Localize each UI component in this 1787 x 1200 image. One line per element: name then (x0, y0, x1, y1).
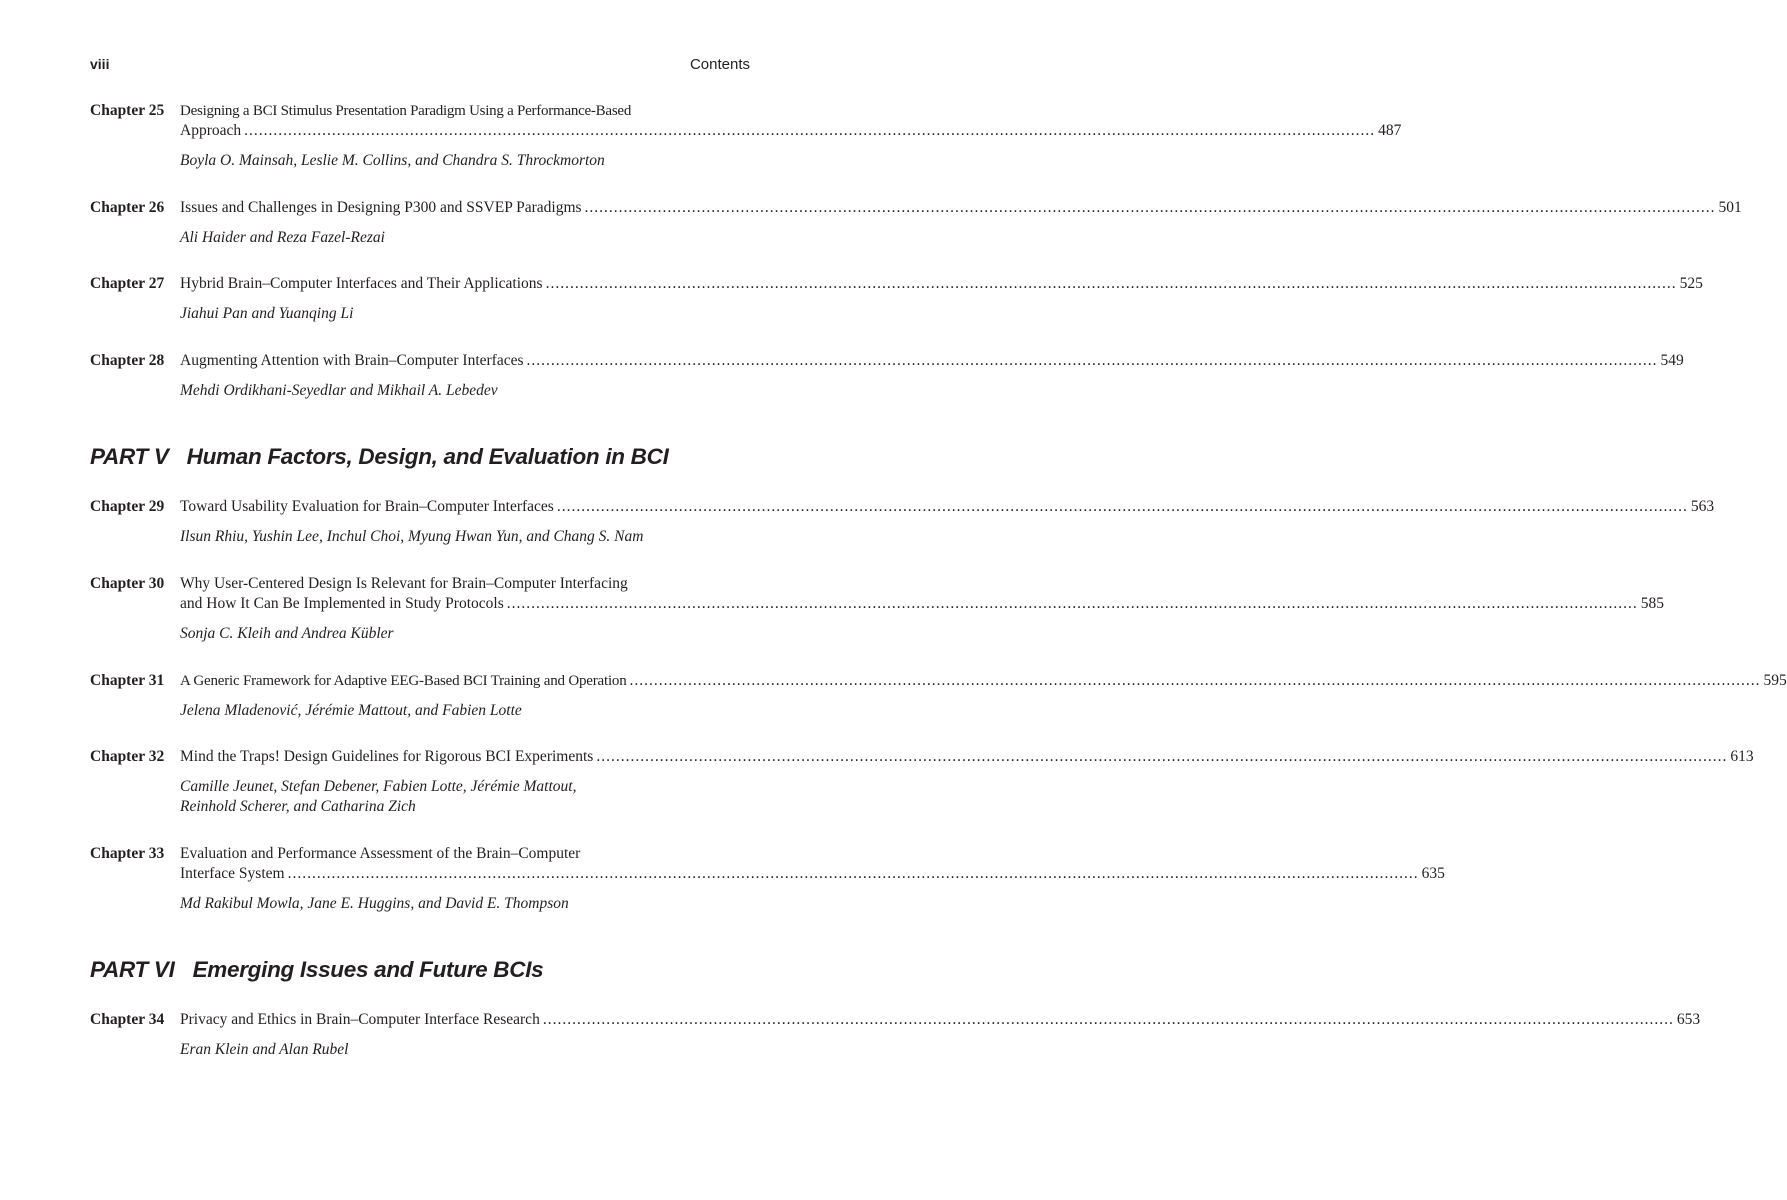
chapter-title-leader (180, 198, 1742, 218)
chapter-title-leader (180, 497, 1714, 517)
leader-dots (596, 747, 1727, 767)
toc-entry-chapter-33[interactable] (90, 844, 1445, 914)
chapter-authors: Ilsun Rhiu, Yushin Lee, Inchul Choi, Myung Hwan Yun, and Chang S. Nam (180, 528, 644, 545)
part-heading-vi[interactable] (90, 957, 543, 983)
part-number: PART V (90, 444, 169, 469)
leader-dots (630, 671, 1761, 691)
chapter-title-leader (180, 864, 1445, 884)
part-title: Human Factors, Design, and Evaluation in BCI (186, 444, 669, 469)
chapter-label: Chapter 26 (90, 199, 165, 216)
part-title: Emerging Issues and Future BCIs (192, 957, 544, 982)
page-ref[interactable]: 549 (1660, 352, 1684, 369)
chapter-label: Chapter 31 (90, 672, 165, 689)
chapter-authors: Md Rakibul Mowla, Jane E. Huggins, and David E. Thompson (180, 895, 569, 912)
toc-entry-chapter-25[interactable] (90, 101, 1402, 171)
chapter-title-leader (180, 121, 1401, 141)
chapter-authors-line: Camille Jeunet, Stefan Debener, Fabien Lotte, Jérémie Mattout, (180, 778, 577, 795)
chapter-title: Mind the Traps! Design Guidelines for Rigorous BCI Experiments (180, 748, 594, 765)
chapter-label: Chapter 27 (90, 275, 165, 292)
chapter-title-leader (180, 594, 1664, 614)
chapter-title-leader (180, 1010, 1700, 1030)
chapter-authors: Boyla O. Mainsah, Leslie M. Collins, and Chandra S. Throckmorton (180, 152, 605, 169)
chapter-authors: Jiahui Pan and Yuanqing Li (180, 305, 354, 322)
chapter-title-leader (180, 351, 1684, 371)
leader-dots (244, 121, 1375, 141)
chapter-title: Issues and Challenges in Designing P300 and SSVEP Paradigms (180, 199, 582, 216)
toc-entry-chapter-31[interactable] (90, 671, 1787, 721)
leader-dots (288, 864, 1419, 884)
chapter-title-leader (180, 671, 1787, 691)
toc-entry-chapter-28[interactable] (90, 351, 1684, 401)
chapter-title-line: Designing a BCI Stimulus Presentation Paradigm Using a Performance-Based (180, 103, 632, 119)
chapter-title: Augmenting Attention with Brain–Computer Interfaces (180, 352, 524, 369)
page-ref[interactable]: 501 (1718, 199, 1742, 216)
page-ref[interactable]: 595 (1763, 672, 1787, 689)
chapter-title: Hybrid Brain–Computer Interfaces and Their Applications (180, 275, 543, 292)
toc-entry-chapter-27[interactable] (90, 274, 1703, 324)
chapter-label: Chapter 32 (90, 748, 165, 765)
part-heading-v[interactable] (90, 444, 669, 470)
leader-dots (585, 198, 1716, 218)
page-ref[interactable]: 613 (1730, 748, 1754, 765)
leader-dots (543, 1010, 1674, 1030)
page-ref[interactable]: 487 (1378, 122, 1402, 139)
toc-entry-chapter-29[interactable] (90, 497, 1715, 547)
page-ref[interactable]: 563 (1690, 498, 1715, 515)
page-number: viii (90, 56, 110, 72)
page-ref[interactable]: 525 (1679, 275, 1703, 292)
chapter-authors: Sonja C. Kleih and Andrea Kübler (180, 625, 394, 642)
chapter-authors: Ali Haider and Reza Fazel-Rezai (180, 229, 385, 246)
chapter-label: Chapter 34 (90, 1011, 165, 1028)
chapter-authors (180, 777, 1754, 817)
chapter-title: Privacy and Ethics in Brain–Computer Interface Research (180, 1011, 540, 1028)
chapter-title-end: Interface System (180, 865, 285, 882)
page-header (0, 0, 840, 73)
running-head: Contents (689, 56, 750, 73)
leader-dots (527, 351, 1658, 371)
chapter-title-leader (180, 274, 1703, 294)
page-ref[interactable]: 585 (1640, 595, 1664, 612)
chapter-title-end: and How It Can Be Implemented in Study Protocols (180, 595, 504, 612)
leader-dots (557, 497, 1688, 517)
chapter-title-leader (180, 747, 1754, 767)
toc-entry-chapter-34[interactable] (90, 1010, 1701, 1060)
chapter-label: Chapter 29 (90, 498, 165, 515)
chapter-label: Chapter 25 (90, 102, 165, 119)
chapter-authors: Mehdi Ordikhani-Seyedlar and Mikhail A. Lebedev (180, 382, 498, 399)
chapter-title-end: Approach (180, 122, 242, 139)
chapter-title: A Generic Framework for Adaptive EEG-Based BCI Training and Operation (180, 673, 627, 689)
chapter-authors-line: Reinhold Scherer, and Catharina Zich (180, 798, 416, 815)
chapter-label: Chapter 28 (90, 352, 165, 369)
leader-dots (546, 274, 1677, 294)
toc-entry-chapter-30[interactable] (90, 574, 1664, 644)
chapter-authors: Eran Klein and Alan Rubel (180, 1041, 349, 1058)
chapter-title: Toward Usability Evaluation for Brain–Computer Interfaces (180, 498, 554, 515)
toc-entry-chapter-26[interactable] (90, 198, 1742, 248)
part-number: PART VI (90, 957, 175, 982)
chapter-authors: Jelena Mladenović, Jérémie Mattout, and Fabien Lotte (180, 702, 522, 719)
page-ref[interactable]: 635 (1421, 865, 1445, 882)
chapter-title-line: Why User-Centered Design Is Relevant for Brain–Computer Interfacing (180, 575, 628, 592)
leader-dots (507, 594, 1638, 614)
chapter-label: Chapter 30 (90, 575, 165, 592)
toc-entry-chapter-32[interactable] (90, 747, 1754, 817)
chapter-title-line: Evaluation and Performance Assessment of the Brain–Computer (180, 845, 581, 862)
chapter-label: Chapter 33 (90, 845, 165, 862)
page-ref[interactable]: 653 (1676, 1011, 1701, 1028)
